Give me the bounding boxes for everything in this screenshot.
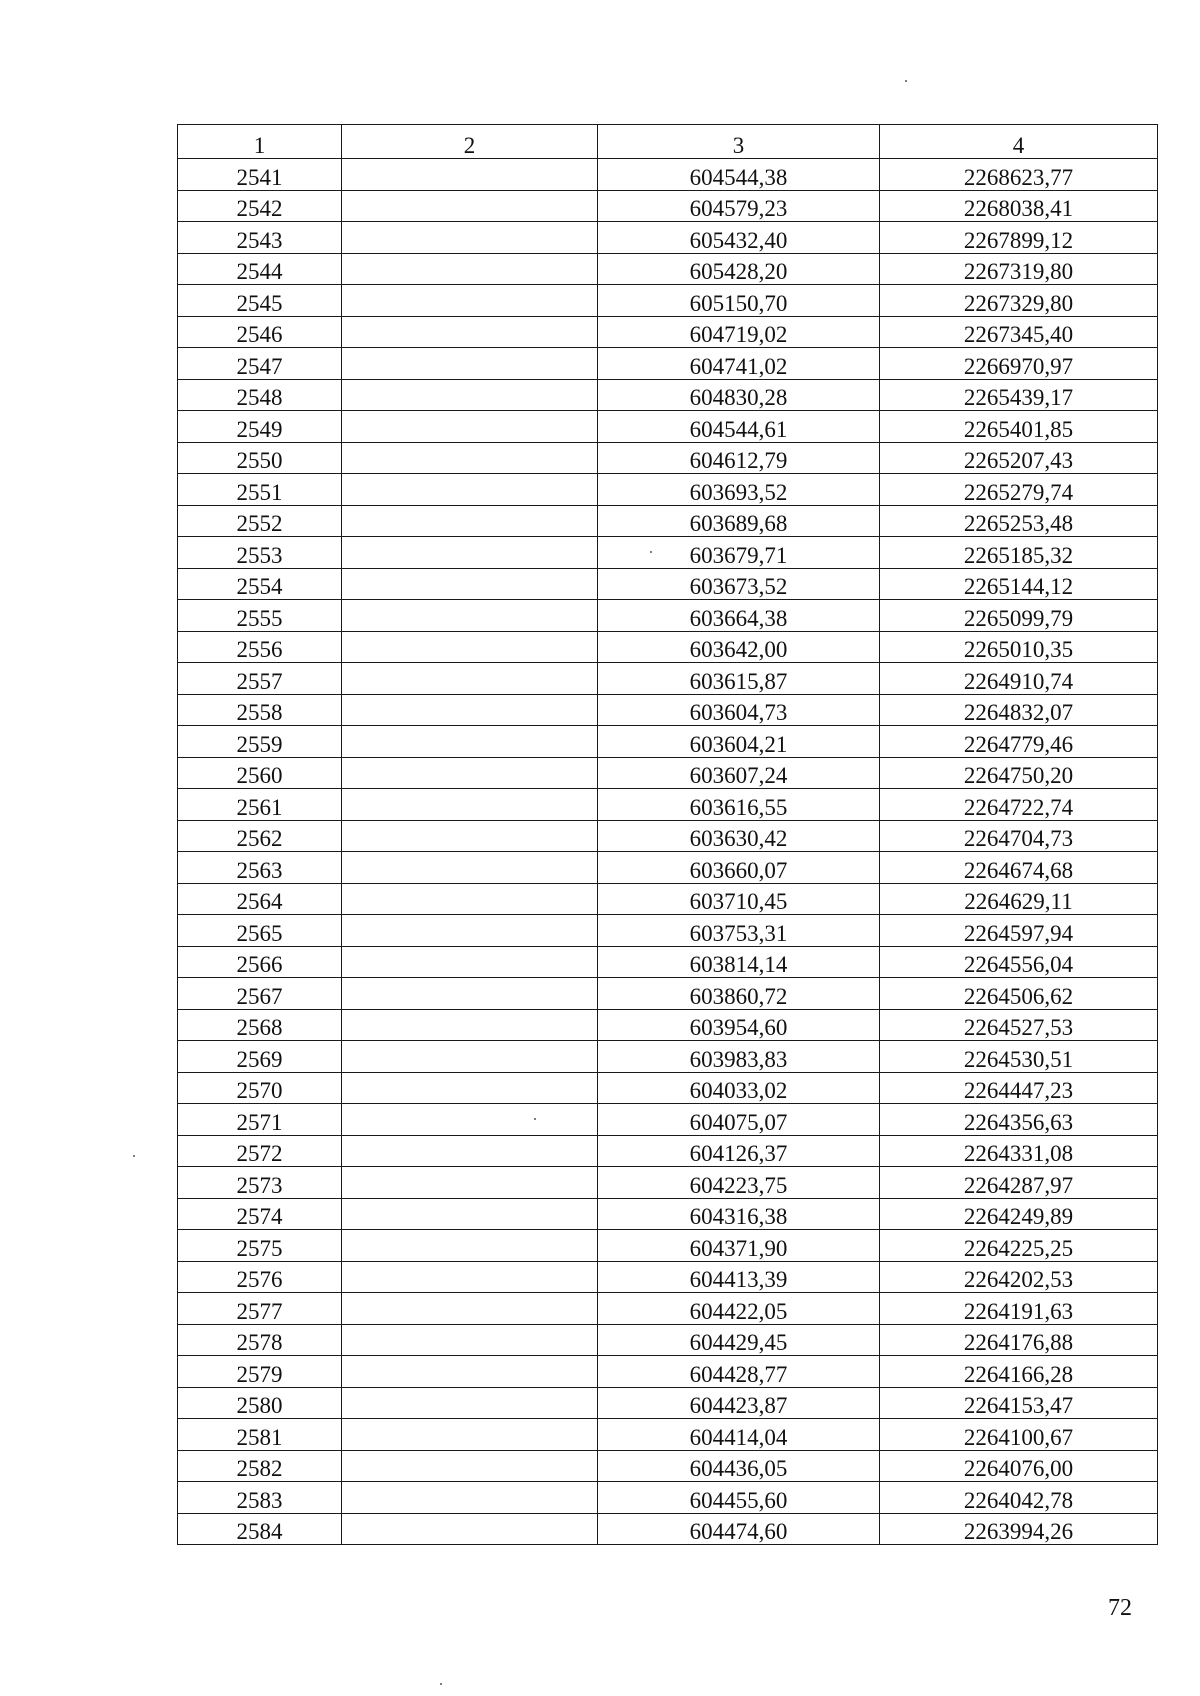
column-2-cell [342,852,598,884]
column-2-cell [342,1261,598,1293]
point-number-cell: 2578 [178,1324,342,1356]
point-number-cell: 2553 [178,537,342,569]
x-coordinate-cell: 603860,72 [598,978,880,1010]
y-coordinate-cell: 2264674,68 [880,852,1158,884]
x-coordinate-cell: 604455,60 [598,1482,880,1514]
x-coordinate-cell: 604544,38 [598,159,880,191]
y-coordinate-cell: 2264287,97 [880,1167,1158,1199]
x-coordinate-cell: 605428,20 [598,253,880,285]
x-coordinate-cell: 604371,90 [598,1230,880,1262]
x-coordinate-cell: 604422,05 [598,1293,880,1325]
y-coordinate-cell: 2264225,25 [880,1230,1158,1262]
column-2-cell [342,1387,598,1419]
column-2-cell [342,789,598,821]
y-coordinate-cell: 2265185,32 [880,537,1158,569]
table-row [178,1450,1158,1482]
column-header-4: 4 [880,125,1158,159]
point-number-cell: 2543 [178,222,342,254]
y-coordinate-cell: 2265144,12 [880,568,1158,600]
table-row [178,978,1158,1010]
table-row [178,789,1158,821]
y-coordinate-cell: 2268623,77 [880,159,1158,191]
y-coordinate-cell: 2264704,73 [880,820,1158,852]
point-number-cell: 2549 [178,411,342,443]
column-2-cell [342,1450,598,1482]
table-row [178,505,1158,537]
point-number-cell: 2571 [178,1104,342,1136]
point-number-cell: 2558 [178,694,342,726]
point-number-cell: 2576 [178,1261,342,1293]
x-coordinate-cell: 604413,39 [598,1261,880,1293]
point-number-cell: 2542 [178,190,342,222]
point-number-cell: 2583 [178,1482,342,1514]
column-2-cell [342,978,598,1010]
x-coordinate-cell: 604719,02 [598,316,880,348]
table-row [178,820,1158,852]
column-2-cell [342,379,598,411]
y-coordinate-cell: 2264750,20 [880,757,1158,789]
column-2-cell [342,1513,598,1545]
y-coordinate-cell: 2264331,08 [880,1135,1158,1167]
y-coordinate-cell: 2264722,74 [880,789,1158,821]
y-coordinate-cell: 2264910,74 [880,663,1158,695]
x-coordinate-cell: 604223,75 [598,1167,880,1199]
column-2-cell [342,537,598,569]
table-row [178,726,1158,758]
x-coordinate-cell: 603689,68 [598,505,880,537]
point-number-cell: 2572 [178,1135,342,1167]
column-2-cell [342,1356,598,1388]
column-2-cell [342,694,598,726]
table-row [178,568,1158,600]
column-2-cell [342,1041,598,1073]
x-coordinate-cell: 603630,42 [598,820,880,852]
y-coordinate-cell: 2267899,12 [880,222,1158,254]
y-coordinate-cell: 2264100,67 [880,1419,1158,1451]
table-row [178,1135,1158,1167]
coordinates-table-container [177,124,1157,1545]
column-2-cell [342,316,598,348]
x-coordinate-cell: 604033,02 [598,1072,880,1104]
y-coordinate-cell: 2264153,47 [880,1387,1158,1419]
scan-speck [534,1118,536,1120]
column-2-cell [342,1324,598,1356]
point-number-cell: 2573 [178,1167,342,1199]
y-coordinate-cell: 2264556,04 [880,946,1158,978]
column-2-cell [342,190,598,222]
point-number-cell: 2561 [178,789,342,821]
y-coordinate-cell: 2264527,53 [880,1009,1158,1041]
table-row [178,1261,1158,1293]
x-coordinate-cell: 603604,21 [598,726,880,758]
table-row [178,316,1158,348]
x-coordinate-cell: 604474,60 [598,1513,880,1545]
y-coordinate-cell: 2264042,78 [880,1482,1158,1514]
column-2-cell [342,222,598,254]
column-2-cell [342,1293,598,1325]
point-number-cell: 2547 [178,348,342,380]
point-number-cell: 2557 [178,663,342,695]
column-2-cell [342,600,598,632]
point-number-cell: 2555 [178,600,342,632]
table-row [178,253,1158,285]
column-2-cell [342,915,598,947]
column-2-cell [342,1198,598,1230]
y-coordinate-cell: 2264530,51 [880,1041,1158,1073]
point-number-cell: 2564 [178,883,342,915]
column-2-cell [342,348,598,380]
column-header-2: 2 [342,125,598,159]
x-coordinate-cell: 603753,31 [598,915,880,947]
x-coordinate-cell: 603642,00 [598,631,880,663]
column-2-cell [342,442,598,474]
point-number-cell: 2551 [178,474,342,506]
y-coordinate-cell: 2264249,89 [880,1198,1158,1230]
column-2-cell [342,505,598,537]
x-coordinate-cell: 603615,87 [598,663,880,695]
point-number-cell: 2582 [178,1450,342,1482]
column-2-cell [342,946,598,978]
point-number-cell: 2559 [178,726,342,758]
column-2-cell [342,883,598,915]
scan-speck [650,551,652,553]
table-row [178,757,1158,789]
table-row [178,600,1158,632]
table-body [178,159,1158,1545]
x-coordinate-cell: 603664,38 [598,600,880,632]
coordinates-table [177,124,1158,1545]
scan-speck [905,80,907,82]
column-2-cell [342,820,598,852]
y-coordinate-cell: 2265207,43 [880,442,1158,474]
y-coordinate-cell: 2264447,23 [880,1072,1158,1104]
column-2-cell [342,757,598,789]
y-coordinate-cell: 2265279,74 [880,474,1158,506]
table-row [178,1419,1158,1451]
table-row [178,1482,1158,1514]
table-row [178,1198,1158,1230]
x-coordinate-cell: 604075,07 [598,1104,880,1136]
table-row [178,1387,1158,1419]
table-row [178,631,1158,663]
x-coordinate-cell: 604741,02 [598,348,880,380]
y-coordinate-cell: 2264779,46 [880,726,1158,758]
y-coordinate-cell: 2264166,28 [880,1356,1158,1388]
x-coordinate-cell: 603954,60 [598,1009,880,1041]
column-2-cell [342,1135,598,1167]
y-coordinate-cell: 2265010,35 [880,631,1158,663]
table-row [178,1041,1158,1073]
x-coordinate-cell: 603673,52 [598,568,880,600]
table-header [178,125,1158,159]
point-number-cell: 2544 [178,253,342,285]
x-coordinate-cell: 604544,61 [598,411,880,443]
table-row [178,852,1158,884]
column-header-1: 1 [178,125,342,159]
table-row [178,222,1158,254]
column-2-cell [342,474,598,506]
y-coordinate-cell: 2264356,63 [880,1104,1158,1136]
table-row [178,537,1158,569]
table-row [178,159,1158,191]
table-row [178,946,1158,978]
column-2-cell [342,285,598,317]
x-coordinate-cell: 604579,23 [598,190,880,222]
column-2-cell [342,1072,598,1104]
y-coordinate-cell: 2265401,85 [880,411,1158,443]
point-number-cell: 2580 [178,1387,342,1419]
column-2-cell [342,1167,598,1199]
point-number-cell: 2562 [178,820,342,852]
table-row [178,694,1158,726]
x-coordinate-cell: 603693,52 [598,474,880,506]
x-coordinate-cell: 603814,14 [598,946,880,978]
y-coordinate-cell: 2264076,00 [880,1450,1158,1482]
y-coordinate-cell: 2264597,94 [880,915,1158,947]
y-coordinate-cell: 2267319,80 [880,253,1158,285]
point-number-cell: 2565 [178,915,342,947]
table-row [178,190,1158,222]
point-number-cell: 2563 [178,852,342,884]
table-row [178,379,1158,411]
point-number-cell: 2560 [178,757,342,789]
point-number-cell: 2584 [178,1513,342,1545]
y-coordinate-cell: 2264176,88 [880,1324,1158,1356]
x-coordinate-cell: 603679,71 [598,537,880,569]
x-coordinate-cell: 604414,04 [598,1419,880,1451]
y-coordinate-cell: 2264506,62 [880,978,1158,1010]
header-row [178,125,1158,159]
y-coordinate-cell: 2264202,53 [880,1261,1158,1293]
x-coordinate-cell: 603616,55 [598,789,880,821]
x-coordinate-cell: 605150,70 [598,285,880,317]
column-2-cell [342,631,598,663]
table-row [178,1356,1158,1388]
point-number-cell: 2554 [178,568,342,600]
table-row [178,442,1158,474]
column-header-3: 3 [598,125,880,159]
column-2-cell [342,159,598,191]
point-number-cell: 2569 [178,1041,342,1073]
point-number-cell: 2581 [178,1419,342,1451]
column-2-cell [342,411,598,443]
point-number-cell: 2545 [178,285,342,317]
y-coordinate-cell: 2264629,11 [880,883,1158,915]
y-coordinate-cell: 2263994,26 [880,1513,1158,1545]
y-coordinate-cell: 2264191,63 [880,1293,1158,1325]
scan-speck [133,1155,135,1157]
page-number: 72 [1108,1595,1132,1621]
point-number-cell: 2552 [178,505,342,537]
x-coordinate-cell: 604423,87 [598,1387,880,1419]
y-coordinate-cell: 2265099,79 [880,600,1158,632]
y-coordinate-cell: 2268038,41 [880,190,1158,222]
column-2-cell [342,253,598,285]
column-2-cell [342,1104,598,1136]
y-coordinate-cell: 2267345,40 [880,316,1158,348]
y-coordinate-cell: 2265439,17 [880,379,1158,411]
point-number-cell: 2579 [178,1356,342,1388]
point-number-cell: 2566 [178,946,342,978]
x-coordinate-cell: 605432,40 [598,222,880,254]
table-row [178,348,1158,380]
table-row [178,1072,1158,1104]
y-coordinate-cell: 2265253,48 [880,505,1158,537]
y-coordinate-cell: 2267329,80 [880,285,1158,317]
table-row [178,1513,1158,1545]
x-coordinate-cell: 604436,05 [598,1450,880,1482]
table-row [178,285,1158,317]
point-number-cell: 2556 [178,631,342,663]
column-2-cell [342,568,598,600]
point-number-cell: 2577 [178,1293,342,1325]
table-row [178,1324,1158,1356]
point-number-cell: 2546 [178,316,342,348]
x-coordinate-cell: 603983,83 [598,1041,880,1073]
point-number-cell: 2568 [178,1009,342,1041]
table-row [178,474,1158,506]
table-row [178,411,1158,443]
y-coordinate-cell: 2264832,07 [880,694,1158,726]
table-row [178,915,1158,947]
point-number-cell: 2575 [178,1230,342,1262]
x-coordinate-cell: 603660,07 [598,852,880,884]
point-number-cell: 2567 [178,978,342,1010]
x-coordinate-cell: 604126,37 [598,1135,880,1167]
x-coordinate-cell: 603710,45 [598,883,880,915]
table-row [178,663,1158,695]
x-coordinate-cell: 604429,45 [598,1324,880,1356]
x-coordinate-cell: 604612,79 [598,442,880,474]
x-coordinate-cell: 603607,24 [598,757,880,789]
point-number-cell: 2574 [178,1198,342,1230]
column-2-cell [342,1009,598,1041]
table-row [178,883,1158,915]
table-row [178,1009,1158,1041]
column-2-cell [342,1419,598,1451]
point-number-cell: 2570 [178,1072,342,1104]
x-coordinate-cell: 603604,73 [598,694,880,726]
table-row [178,1104,1158,1136]
table-row [178,1167,1158,1199]
point-number-cell: 2541 [178,159,342,191]
table-row [178,1230,1158,1262]
table-row [178,1293,1158,1325]
column-2-cell [342,1230,598,1262]
x-coordinate-cell: 604316,38 [598,1198,880,1230]
y-coordinate-cell: 2266970,97 [880,348,1158,380]
x-coordinate-cell: 604830,28 [598,379,880,411]
column-2-cell [342,663,598,695]
scan-speck [440,1683,442,1685]
point-number-cell: 2548 [178,379,342,411]
column-2-cell [342,726,598,758]
x-coordinate-cell: 604428,77 [598,1356,880,1388]
column-2-cell [342,1482,598,1514]
point-number-cell: 2550 [178,442,342,474]
